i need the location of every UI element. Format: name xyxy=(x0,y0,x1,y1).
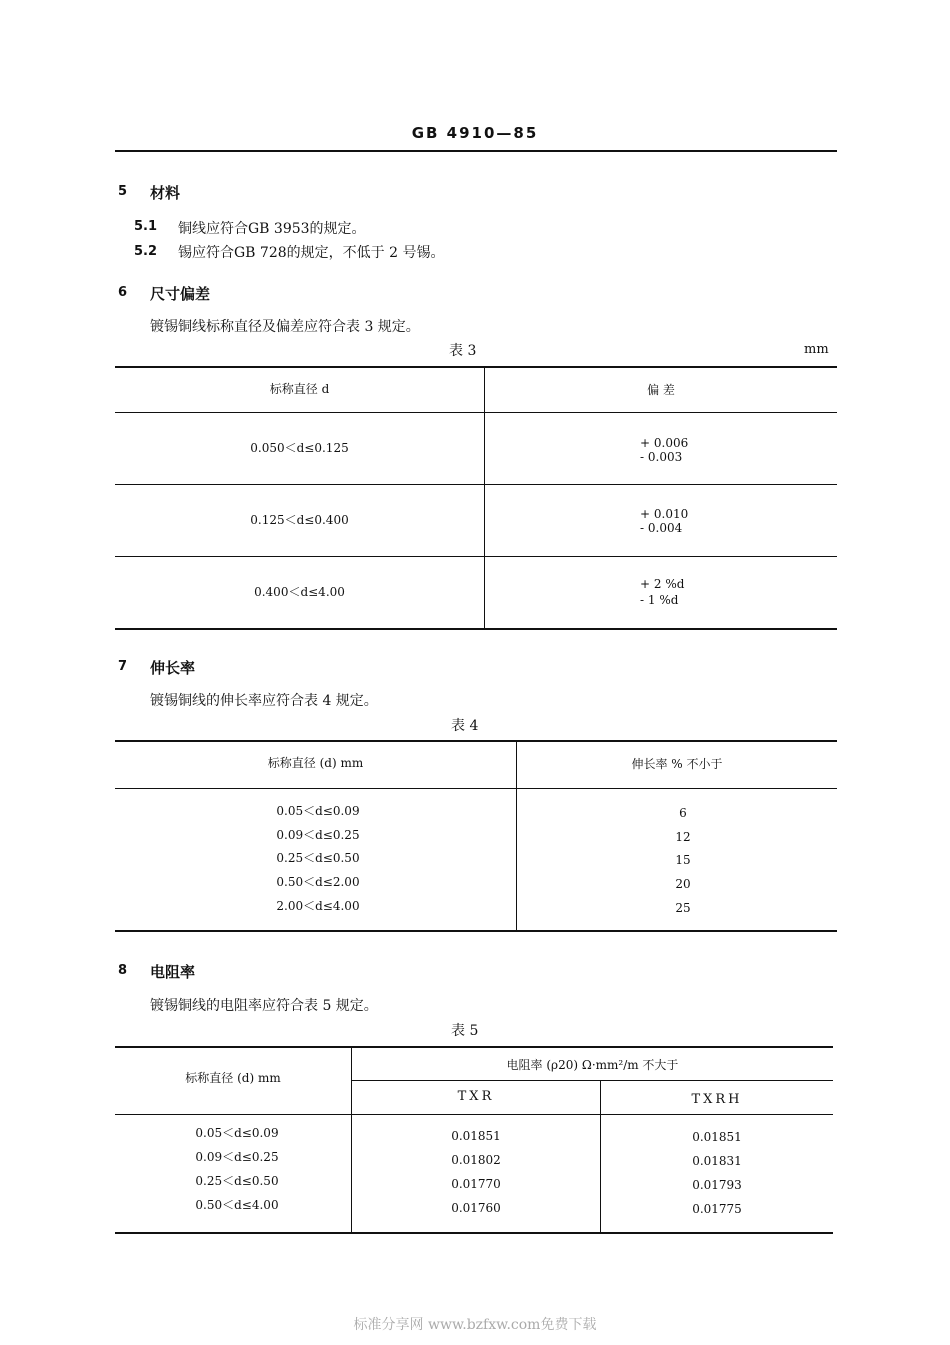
table-3-row2-lower: - 0.004 xyxy=(640,521,683,535)
table-3-col1-header: 标称直径 d xyxy=(269,382,330,396)
item-5-2-number: 5.2 xyxy=(134,244,158,259)
table-3-row1-range: 0.050＜d≤0.125 xyxy=(250,441,349,455)
table-3-row2-upper: + 0.010 xyxy=(640,507,689,521)
table-5-bottom-rule xyxy=(115,1232,833,1234)
table-5-group-header: 电阻率 (ρ20) Ω·mm²/m 不大于 xyxy=(506,1058,679,1072)
item-5-1-number: 5.1 xyxy=(134,219,158,234)
table-5-row3-range: 0.25＜d≤0.50 xyxy=(195,1174,279,1188)
table-4-row3-value: 15 xyxy=(675,853,691,867)
table-5-row3-txrh: 0.01793 xyxy=(692,1178,742,1192)
table-4-row1-value: 6 xyxy=(679,806,687,820)
table-5-row3-txr: 0.01770 xyxy=(451,1177,501,1191)
table-3-bottom-rule xyxy=(115,628,837,630)
table-3-row3-upper: + 2 %d xyxy=(640,577,685,591)
section-8-title: 电阻率 xyxy=(150,963,196,981)
item-5-2-text: 锡应符合GB 728的规定，不低于 2 号锡。 xyxy=(178,245,445,261)
table-4-row5-range: 2.00＜d≤4.00 xyxy=(276,899,360,913)
table-3-row1-upper: + 0.006 xyxy=(640,436,689,450)
table-5-sub1-header: TXR xyxy=(457,1089,495,1104)
table-3-row2-range: 0.125＜d≤0.400 xyxy=(250,513,349,527)
section-6-number: 6 xyxy=(118,285,128,300)
table-5-row1-range: 0.05＜d≤0.09 xyxy=(195,1126,279,1140)
table-5-row4-txrh: 0.01775 xyxy=(692,1202,742,1216)
table-5-col1-header: 标称直径 (d) mm xyxy=(185,1071,281,1085)
table-5-row2-txr: 0.01802 xyxy=(451,1153,501,1167)
table-4-header-rule xyxy=(115,788,837,789)
table-4-row4-value: 20 xyxy=(675,877,691,891)
section-8-number: 8 xyxy=(118,963,128,978)
table-4-top-rule xyxy=(115,740,837,742)
table-4-caption: 表 4 xyxy=(451,718,479,734)
table-4-row3-range: 0.25＜d≤0.50 xyxy=(276,851,360,865)
table-5-header-rule xyxy=(115,1114,833,1115)
table-3-unit: mm xyxy=(804,342,829,357)
table-5-row2-txrh: 0.01831 xyxy=(692,1154,742,1168)
item-5-1-text: 铜线应符合GB 3953的规定。 xyxy=(178,221,366,237)
table-5-sub2-header: TXRH xyxy=(691,1092,743,1107)
table-4-bottom-rule xyxy=(115,930,837,932)
section-6-intro: 镀锡铜线标称直径及偏差应符合表 3 规定。 xyxy=(150,319,420,335)
footer-watermark: 标准分享网 www.bzfxw.com免费下载 xyxy=(353,1317,597,1333)
section-7-intro: 镀锡铜线的伸长率应符合表 4 规定。 xyxy=(150,693,378,709)
table-5-group-rule xyxy=(351,1080,833,1081)
table-5-top-rule xyxy=(115,1046,833,1048)
table-3-top-rule xyxy=(115,366,837,368)
table-3-col2-header: 偏 差 xyxy=(647,383,675,397)
table-3-row-rule xyxy=(115,484,837,485)
table-4-row2-range: 0.09＜d≤0.25 xyxy=(276,828,360,842)
table-5-row1-txrh: 0.01851 xyxy=(692,1130,742,1144)
document-header: GB 4910—85 xyxy=(411,124,539,142)
section-6-title: 尺寸偏差 xyxy=(150,285,211,303)
table-5-caption: 表 5 xyxy=(451,1023,479,1039)
table-3-row1-lower: - 0.003 xyxy=(640,450,683,464)
section-5-number: 5 xyxy=(118,184,128,199)
table-5-row1-txr: 0.01851 xyxy=(451,1129,501,1143)
table-3-divider xyxy=(484,366,485,628)
table-5-row4-range: 0.50＜d≤4.00 xyxy=(195,1198,279,1212)
section-8-intro: 镀锡铜线的电阻率应符合表 5 规定。 xyxy=(150,998,378,1014)
table-5-row4-txr: 0.01760 xyxy=(451,1201,501,1215)
table-4-col2-header: 伸长率 % 不小于 xyxy=(631,757,723,771)
table-5-row2-range: 0.09＜d≤0.25 xyxy=(195,1150,279,1164)
section-7-title: 伸长率 xyxy=(150,659,196,677)
table-3-row3-lower: - 1 %d xyxy=(640,593,679,607)
table-3-row3-range: 0.400＜d≤4.00 xyxy=(254,585,345,599)
table-4-row4-range: 0.50＜d≤2.00 xyxy=(276,875,360,889)
table-5-divider-1 xyxy=(351,1046,352,1232)
table-4-row1-range: 0.05＜d≤0.09 xyxy=(276,804,360,818)
section-7-number: 7 xyxy=(118,659,128,674)
table-3-caption: 表 3 xyxy=(449,343,477,359)
table-3-header-rule xyxy=(115,412,837,413)
table-4-row5-value: 25 xyxy=(675,901,691,915)
section-5-title: 材料 xyxy=(150,184,181,202)
table-4-row2-value: 12 xyxy=(675,830,691,844)
table-3-row-rule xyxy=(115,556,837,557)
header-rule xyxy=(115,150,837,152)
table-4-col1-header: 标称直径 (d) mm xyxy=(267,756,364,770)
